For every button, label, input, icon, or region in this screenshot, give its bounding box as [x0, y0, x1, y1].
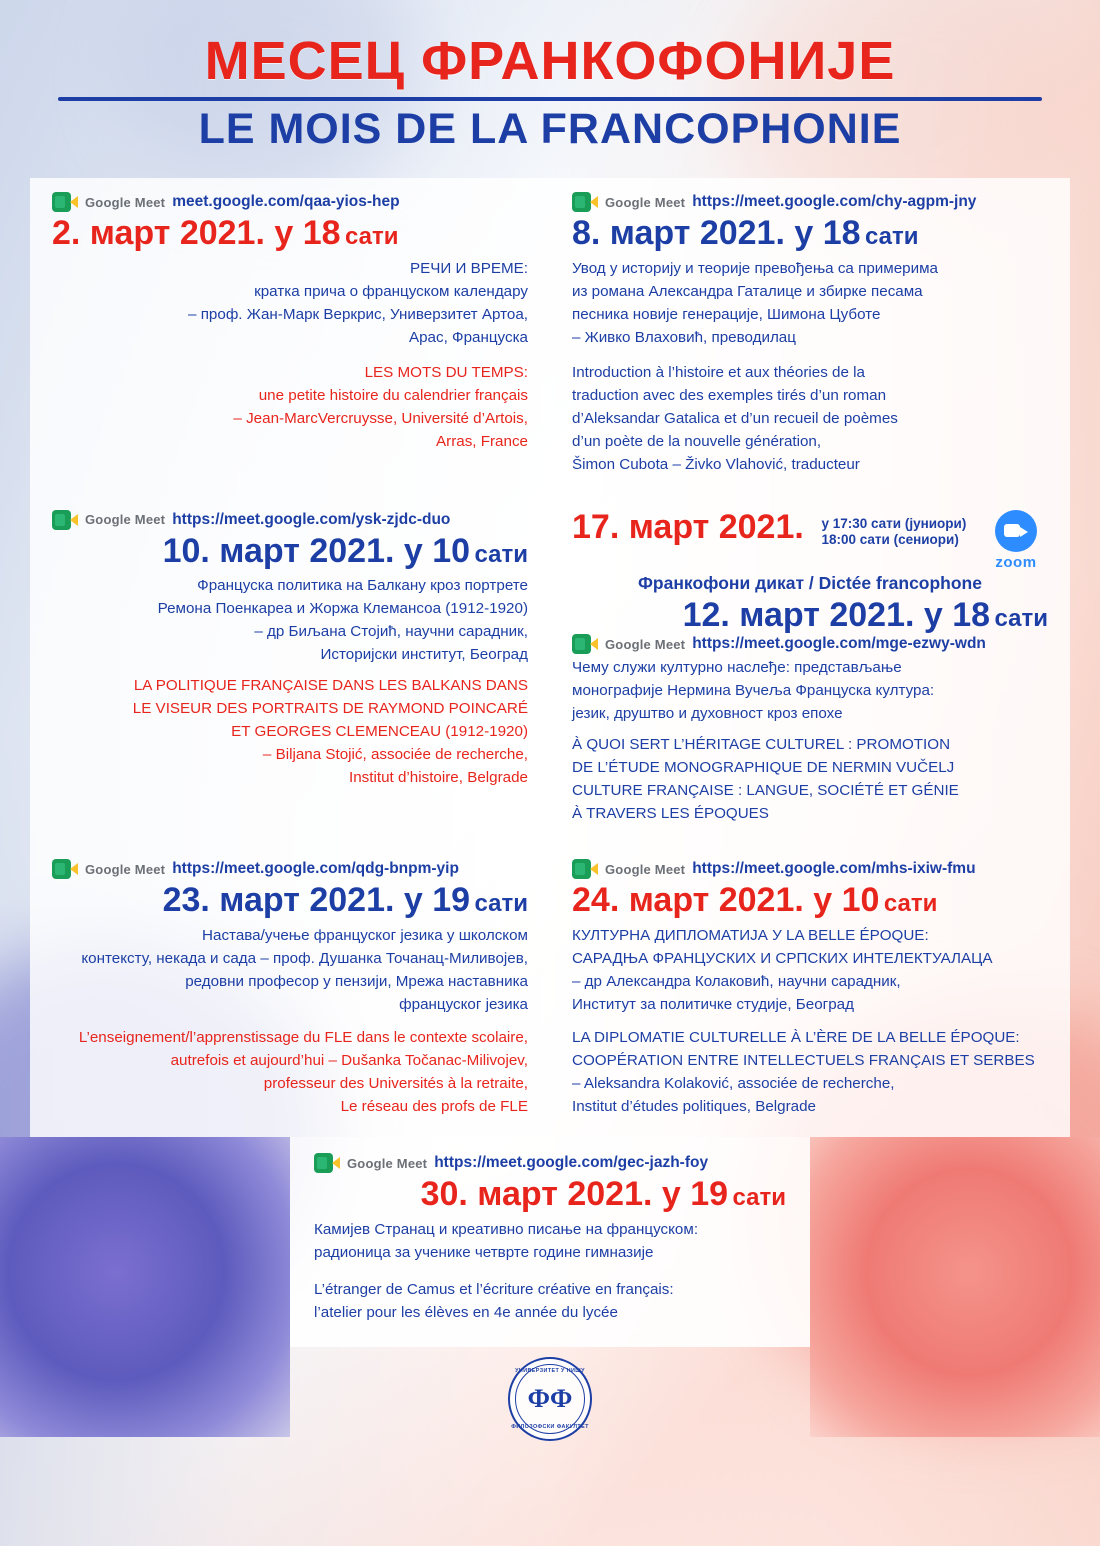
desc-line: À TRAVERS LES ÉPOQUES — [572, 805, 769, 823]
title-divider — [58, 97, 1042, 101]
desc-line: Камијев Странац и креативно писање на француском: — [314, 1221, 699, 1239]
event-card-mar-02 — [30, 178, 550, 495]
event-date-unit: сати — [345, 223, 399, 251]
desc-line: КУЛТУРНА ДИПЛОМАТИЈА У LA BELLE ÉPOQUE: — [572, 926, 929, 944]
meet-link-row[interactable] — [52, 192, 528, 212]
event-card-mar-23 — [30, 845, 550, 1137]
desc-line: француског језика — [399, 995, 528, 1013]
dictee-header-row — [572, 507, 1048, 571]
event-date-unit: сати — [865, 223, 919, 251]
event-date-unit: сати — [883, 890, 938, 918]
event-date-main: 12. март 2021. у 18 — [682, 595, 991, 634]
desc-line: À QUOI SERT L’HÉRITAGE CULTUREL : PROMOTION — [572, 736, 951, 754]
meet-url-mar-02[interactable]: meet.google.com/qaa-yios-hep — [172, 193, 400, 211]
desc-line: Институт за политичке студије, Београд — [572, 995, 854, 1013]
event-description-sr — [314, 1220, 786, 1264]
dictee-time-juniors: у 17:30 сати (јуниори) — [821, 515, 967, 531]
event-date-mar-02 — [52, 216, 528, 251]
desc-line: из романа Александра Гаталице и збирке песама — [572, 282, 923, 300]
desc-line: РЕЧИ И ВРЕМЕ: — [409, 259, 528, 277]
desc-line: – Biljana Stojić, associée de recherche, — [262, 746, 528, 764]
google-meet-icon — [314, 1153, 340, 1173]
desc-line: LA DIPLOMATIE CULTURELLE À L’ÈRE DE LA BELLE ÉPOQUE: — [572, 1028, 1020, 1046]
event-date-mar-12 — [572, 595, 1048, 634]
desc-line: контексту, некада и сада – проф. Душанка Точанац-Миливојев, — [81, 949, 528, 967]
university-seal-icon — [508, 1357, 592, 1441]
dictee-time-seniors: 18:00 сати (сениори) — [821, 532, 959, 548]
google-meet-label: Google Meet — [85, 861, 166, 877]
desc-line: Увод у историју и теорије превођења са примерима — [572, 259, 938, 277]
event-card-mar-17-and-12 — [550, 496, 1070, 845]
event-card-mar-24 — [550, 845, 1070, 1137]
desc-line: Arras, France — [436, 432, 528, 450]
desc-line: – Aleksandra Kolaković, associée de recherche, — [572, 1074, 895, 1092]
desc-line: d’Aleksandar Gatalica et d’un recueil de poèmes — [572, 409, 898, 427]
desc-line: – проф. Жан-Марк Веркрис, Универзитет Артоа, — [188, 305, 528, 323]
google-meet-icon — [52, 192, 78, 212]
bottom-section — [0, 1137, 1100, 1446]
desc-line: une petite histoire du calendrier français — [258, 386, 528, 404]
desc-line: Ремона Поенкареа и Жоржа Клемансоа (1912-1920) — [157, 600, 528, 618]
desc-line: d’un poète de la nouvelle génération, — [572, 432, 822, 450]
meet-url-mar-24[interactable]: https://meet.google.com/mhs-ixiw-fmu — [692, 860, 976, 878]
google-meet-label: Google Meet — [347, 1155, 428, 1171]
meet-url-mar-12[interactable]: https://meet.google.com/mge-ezwy-wdn — [692, 635, 986, 653]
organization-logo — [0, 1357, 1100, 1446]
event-description-sr — [52, 259, 528, 349]
logo-top-text: УНИВЕРЗИТЕТ У НИШУ — [515, 1368, 585, 1375]
event-description-sr — [52, 926, 528, 1016]
zoom-label: zoom — [995, 553, 1037, 571]
events-grid — [0, 178, 1100, 1137]
desc-line: – Jean-MarcVercruysse, Université d’Artois, — [233, 409, 528, 427]
desc-line: Настава/учење француског језика у школском — [202, 926, 528, 944]
desc-line: кратка прича о француском календару — [254, 282, 528, 300]
desc-line: CULTURE FRANÇAISE : LANGUE, SOCIÉTÉ ET GÉNIE — [572, 782, 959, 800]
desc-line: COOPÉRATION ENTRE INTELLECTUELS FRANÇAIS ET SERBES — [572, 1051, 1035, 1069]
event-date-mar-23 — [52, 883, 528, 918]
desc-line: – др Александра Колаковић, научни сарадник, — [572, 972, 901, 990]
event-date-unit: сати — [474, 540, 528, 568]
page-title-fr: LE MOIS DE LA FRANCOPHONIE — [198, 105, 902, 154]
desc-line: – др Биљана Стојић, научни сарадник, — [254, 623, 528, 641]
event-description-sr — [572, 259, 1048, 349]
event-date-main: 23. март 2021. у 19 — [162, 881, 471, 920]
event-description-fr — [52, 363, 528, 453]
desc-line: језик, друштво и духовност кроз епохе — [572, 705, 843, 723]
event-description-sr — [572, 926, 1048, 1016]
google-meet-icon — [572, 634, 598, 654]
meet-url-mar-08[interactable]: https://meet.google.com/chy-agpm-jny — [692, 193, 977, 211]
desc-line: Institut d’études politiques, Belgrade — [572, 1097, 817, 1115]
google-meet-label: Google Meet — [605, 636, 686, 652]
desc-line: Šimon Cubota – Živko Vlahović, traducteur — [572, 455, 860, 473]
meet-link-row[interactable] — [52, 859, 528, 879]
desc-line: редовни професор у пензији, Мрежа наставника — [185, 972, 528, 990]
event-date-unit: сати — [732, 1184, 786, 1212]
event-date-main: 10. март 2021. у 10 — [162, 531, 471, 570]
event-card-mar-10 — [30, 496, 550, 845]
event-date-unit: сати — [474, 890, 528, 918]
desc-line: песника новије генерације, Шимона Цуботе — [572, 305, 881, 323]
event-date-mar-30 — [314, 1177, 786, 1212]
event-date-mar-08 — [572, 216, 1048, 251]
event-date-mar-24 — [572, 883, 1048, 918]
event-description-fr — [572, 363, 1048, 476]
zoom-icon — [995, 510, 1037, 552]
meet-url-mar-23[interactable]: https://meet.google.com/qdg-bnpm-yip — [172, 860, 459, 878]
dictee-times — [821, 510, 966, 550]
event-date-unit: сати — [994, 604, 1048, 632]
desc-line: – Живко Влаховић, преводилац — [572, 328, 796, 346]
desc-line: professeur des Universités à la retraite, — [263, 1074, 528, 1092]
event-date-main: 24. март 2021. у 10 — [572, 881, 880, 920]
google-meet-label: Google Meet — [605, 861, 686, 877]
event-date-main: 8. март 2021. у 18 — [572, 214, 861, 253]
desc-line: Историјски институт, Београд — [320, 646, 528, 664]
logo-bottom-text: ФИЛОЗОФСКИ ФАКУЛТЕТ — [511, 1424, 589, 1431]
desc-line: traduction avec des exemples tirés d’un roman — [572, 386, 887, 404]
google-meet-label: Google Meet — [85, 194, 166, 210]
desc-line: DE L’ÉTUDE MONOGRAPHIQUE DE NERMIN VUČELJ — [572, 759, 955, 777]
dictee-title: Франкофони дикат / Dictée francophone — [638, 572, 982, 593]
desc-line: САРАДЊА ФРАНЦУСКИХ И СРПСКИХ ИНТЕЛЕКТУАЛАЦА — [572, 949, 993, 967]
desc-line: ET GEORGES CLEMENCEAU (1912-1920) — [231, 723, 528, 741]
logo-monogram: ФФ — [527, 1384, 573, 1414]
event-description-fr — [314, 1280, 786, 1324]
desc-line: autrefois et aujourd’hui – Dušanka Točanac-Milivojev, — [170, 1051, 528, 1069]
google-meet-icon — [572, 859, 598, 879]
event-date-mar-10 — [52, 531, 528, 570]
desc-line: LE VISEUR DES PORTRAITS DE RAYMOND POINCARÉ — [132, 700, 528, 718]
google-meet-label: Google Meet — [605, 194, 686, 210]
event-date-main: 17. март 2021. — [572, 507, 804, 546]
zoom-badge[interactable] — [984, 510, 1048, 571]
desc-line: LA POLITIQUE FRANÇAISE DANS LES BALKANS DANS — [133, 677, 528, 695]
event-card-mar-08 — [550, 178, 1070, 495]
event-description-fr — [52, 676, 528, 789]
desc-line: Introduction à l’histoire et aux théories de la — [572, 363, 865, 381]
meet-url-mar-10[interactable]: https://meet.google.com/ysk-zjdc-duo — [172, 510, 451, 528]
meet-link-row[interactable] — [572, 192, 1048, 212]
meet-link-row[interactable] — [314, 1153, 786, 1173]
event-date-main: 30. март 2021. у 19 — [420, 1175, 729, 1214]
desc-line: радионица за ученике четврте године гимназије — [314, 1244, 654, 1262]
poster-header — [0, 0, 1100, 162]
desc-line: L’enseignement/l’apprenstissage du FLE dans le contexte scolaire, — [78, 1028, 528, 1046]
desc-line: Француска политика на Балкану кроз портрете — [197, 577, 528, 595]
event-description-fr — [572, 1028, 1048, 1118]
desc-line: L’étranger de Camus et l’écriture créative en français: — [314, 1281, 674, 1299]
event-description-sr — [52, 576, 528, 666]
page-title-sr: МЕСЕЦ ФРАНКОФОНИЈЕ — [204, 31, 896, 91]
meet-link-row[interactable] — [572, 634, 1048, 654]
meet-url-mar-30[interactable]: https://meet.google.com/gec-jazh-foy — [434, 1154, 709, 1172]
event-description-sr — [572, 658, 1048, 725]
desc-line: LES MOTS DU TEMPS: — [364, 363, 528, 381]
desc-line: Le réseau des profs de FLE — [340, 1097, 528, 1115]
desc-line: монографије Нермина Вучеља Француска култура: — [572, 682, 935, 700]
desc-line: l’atelier pour les élèves en 4e année du lycée — [314, 1304, 618, 1322]
google-meet-icon — [52, 859, 78, 879]
desc-line: Institut d’histoire, Belgrade — [349, 769, 528, 787]
meet-link-row[interactable] — [52, 510, 528, 530]
event-date-mar-17 — [572, 507, 804, 546]
event-date-main: 2. март 2021. у 18 — [52, 214, 341, 253]
event-description-fr — [572, 735, 1048, 825]
event-card-mar-30 — [290, 1137, 810, 1347]
google-meet-label: Google Meet — [85, 512, 166, 528]
google-meet-icon — [52, 510, 78, 530]
desc-line: Чему служи културно наслеђе: представљање — [572, 659, 902, 677]
desc-line: Арас, Француска — [408, 328, 528, 346]
meet-link-row[interactable] — [572, 859, 1048, 879]
google-meet-icon — [572, 192, 598, 212]
event-description-fr — [52, 1028, 528, 1118]
